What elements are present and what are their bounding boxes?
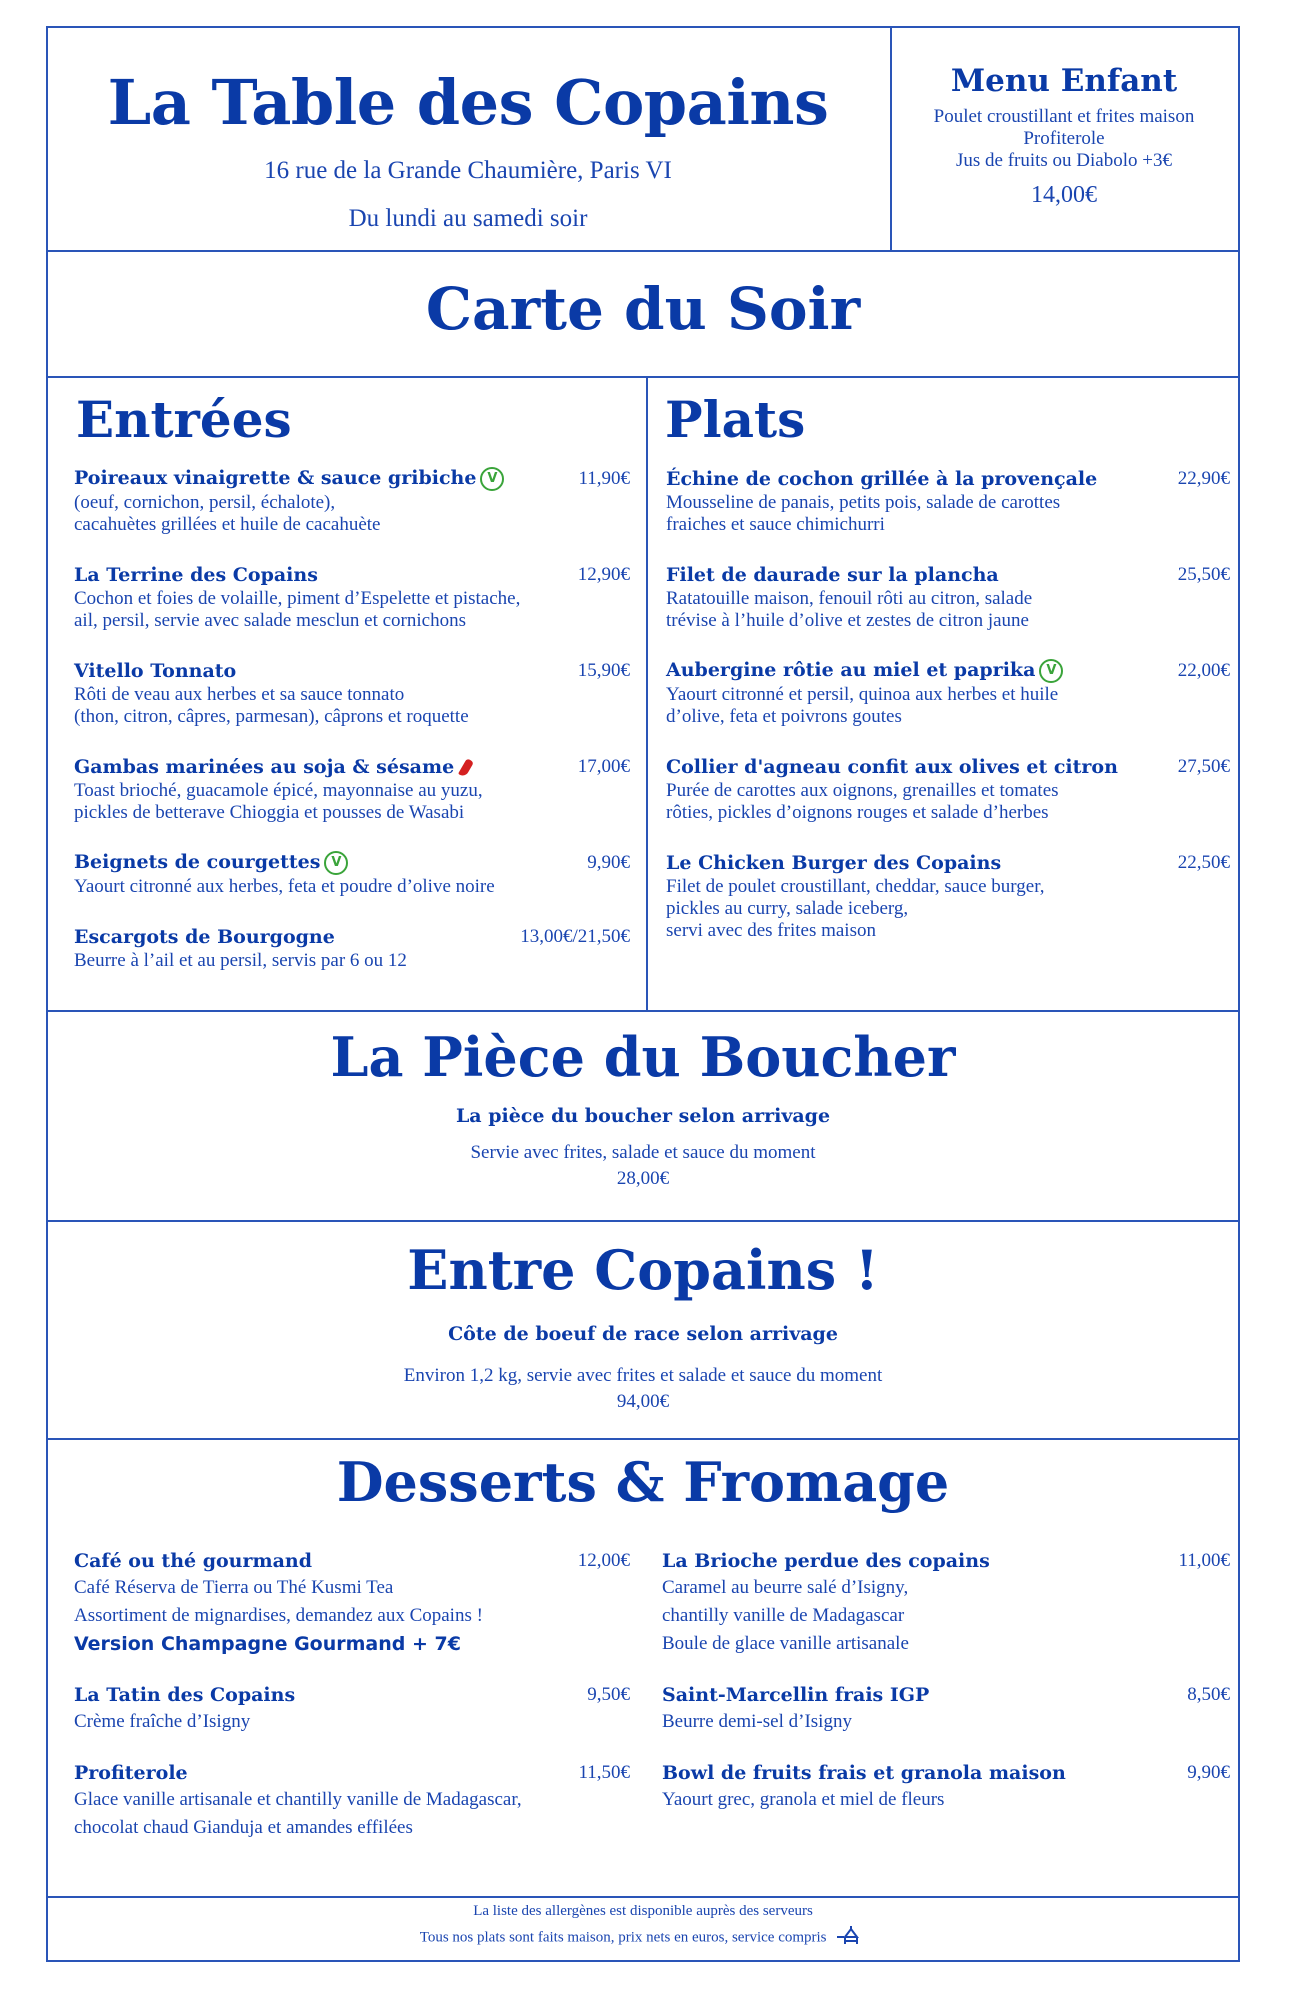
dish-description: Beurre demi-sel d’Isigny — [662, 1711, 852, 1732]
dish-name: Saint-Marcellin frais IGP — [662, 1684, 930, 1706]
footer-notice: Tous nos plats sont faits maison, prix nets en euros, service compris — [419, 1929, 827, 1946]
menu-item — [74, 754, 630, 824]
menu-item — [666, 466, 1230, 536]
menu-item — [666, 562, 1230, 632]
dish-price: 22,90€ — [1177, 468, 1230, 489]
dish-description: Ratatouille maison, fenouil rôti au citron, salade — [666, 588, 1033, 609]
footer-notice-row — [46, 1923, 1240, 1953]
plats-list — [666, 466, 1230, 968]
dish-name: Café ou thé gourmand — [74, 1550, 313, 1572]
kids-menu-line: Profiterole — [1023, 128, 1105, 149]
cloche-icon — [836, 1923, 866, 1953]
dish-price: 22,50€ — [1177, 852, 1230, 873]
menu-item — [74, 1682, 630, 1736]
vegetarian-icon: V — [1039, 659, 1063, 683]
menu-item — [662, 1548, 1230, 1658]
divider — [48, 250, 1238, 252]
copains-price: 94,00€ — [616, 1391, 670, 1412]
dish-description: Mousseline de panais, petits pois, salade de carottes — [666, 492, 1061, 513]
dish-name: Bowl de fruits frais et granola maison — [662, 1762, 1066, 1784]
vegetarian-icon: V — [324, 851, 348, 875]
dish-description: Beurre à l’ail et au persil, servis par 6 ou 12 — [74, 950, 407, 971]
dish-description: pickles au curry, salade iceberg, — [666, 898, 909, 919]
dish-price: 12,00€ — [577, 1550, 630, 1571]
menu-item — [74, 658, 630, 728]
kids-menu-price: 14,00€ — [1031, 182, 1097, 208]
dish-description: chocolat chaud Gianduja et amandes effilées — [74, 1817, 413, 1838]
dish-description: Yaourt citronné et persil, quinoa aux herbes et huile — [666, 684, 1059, 705]
dish-description: Boule de glace vanille artisanale — [662, 1633, 909, 1654]
kids-menu — [890, 62, 1238, 206]
dish-price: 11,50€ — [578, 1762, 630, 1783]
menu-item — [74, 850, 630, 898]
divider — [646, 376, 648, 1010]
dish-description: Caramel au beurre salé d’Isigny, — [662, 1577, 909, 1598]
dish-price: 27,50€ — [1177, 756, 1230, 777]
dish-name: Échine de cochon grillée à la provençale — [666, 468, 1098, 490]
dish-price: 8,50€ — [1187, 1684, 1230, 1705]
dish-price: 15,90€ — [577, 660, 630, 681]
dish-description: fraiches et sauce chimichurri — [666, 514, 885, 535]
footer-allergens: La liste des allergènes est disponible auprès des serveurs — [473, 1903, 813, 1919]
dish-name: La Brioche perdue des copains — [662, 1550, 990, 1572]
divider — [48, 1896, 1238, 1898]
dish-extra: Version Champagne Gourmand + 7€ — [74, 1633, 461, 1655]
divider — [48, 1220, 1238, 1222]
dish-description: ail, persil, servie avec salade mesclun et cornichons — [74, 610, 466, 631]
menu-item — [666, 754, 1230, 824]
menu-item — [662, 1760, 1230, 1814]
restaurant-address: 16 rue de la Grande Chaumière, Paris VI — [264, 157, 672, 184]
dish-name: Gambas marinées au soja & sésame — [74, 756, 455, 778]
menu-item — [666, 658, 1230, 728]
dish-name: Filet de daurade sur la plancha — [666, 564, 999, 586]
desserts-title: Desserts & Fromage — [336, 1450, 950, 1514]
dish-price: 13,00€/21,50€ — [520, 926, 630, 947]
vegetarian-icon: V — [480, 467, 504, 491]
menu-item — [666, 850, 1230, 942]
dish-name: Le Chicken Burger des Copains — [666, 852, 1002, 874]
kids-menu-line: Poulet croustillant et frites maison — [933, 106, 1195, 127]
dish-price: 9,90€ — [1187, 1762, 1230, 1783]
dish-description: Filet de poulet croustillant, cheddar, sauce burger, — [666, 876, 1045, 897]
copains-dish: Côte de boeuf de race selon arrivage — [448, 1323, 838, 1345]
dish-description: Toast brioché, guacamole épicé, mayonnaise au yuzu, — [74, 780, 483, 801]
dish-price: 22,00€ — [1177, 660, 1230, 681]
dish-description: Yaourt grec, granola et miel de fleurs — [662, 1789, 945, 1810]
desserts-right-list — [662, 1548, 1230, 1838]
dish-description: (oeuf, cornichon, persil, échalote), — [74, 492, 336, 513]
dish-description: Crème fraîche d’Isigny — [74, 1711, 251, 1732]
menu-item — [74, 1548, 630, 1658]
dish-description: Rôti de veau aux herbes et sa sauce tonnato — [74, 684, 405, 705]
dish-name: Aubergine rôtie au miel et paprika — [666, 659, 1036, 681]
dish-description: Café Réserva de Tierra ou Thé Kusmi Tea — [74, 1577, 394, 1598]
divider — [48, 376, 1238, 378]
dish-name: Collier d'agneau confit aux olives et citron — [666, 756, 1118, 778]
divider — [48, 1010, 1238, 1012]
menu-item — [74, 924, 630, 972]
dish-description: rôties, pickles d’oignons rouges et salade d’herbes — [666, 802, 1049, 823]
entrees-list — [74, 466, 630, 998]
dish-price: 25,50€ — [1177, 564, 1230, 585]
dish-price: 9,90€ — [587, 852, 630, 873]
dish-name: Beignets de courgettes — [74, 851, 321, 873]
plats-title: Plats — [665, 390, 806, 449]
opening-hours: Du lundi au samedi soir — [348, 205, 588, 232]
dish-name: Poireaux vinaigrette & sauce gribiche — [74, 467, 477, 489]
footer — [46, 1900, 1240, 1953]
kids-menu-title: Menu Enfant — [950, 63, 1178, 99]
entrees-title: Entrées — [76, 390, 292, 449]
dish-description: cacahuètes grillées et huile de cacahuète — [74, 514, 381, 535]
copains-title: Entre Copains ! — [407, 1238, 879, 1302]
desserts-left-list — [74, 1548, 630, 1866]
dish-description: trévise à l’huile d’olive et zestes de citron jaune — [666, 610, 1029, 631]
dish-name: La Terrine des Copains — [74, 564, 318, 586]
boucher-dish: La pièce du boucher selon arrivage — [455, 1105, 831, 1127]
menu-item — [74, 1760, 630, 1842]
dish-description: Yaourt citronné aux herbes, feta et poudre d’olive noire — [74, 876, 495, 897]
dish-name: La Tatin des Copains — [74, 1684, 296, 1706]
dish-name: Vitello Tonnato — [74, 660, 237, 682]
dish-price: 12,90€ — [577, 564, 630, 585]
menu-item — [74, 562, 630, 632]
dish-name: Profiterole — [74, 1762, 188, 1784]
dish-description: servi avec des frites maison — [666, 920, 876, 941]
dish-name: Escargots de Bourgogne — [74, 926, 335, 948]
restaurant-name: La Table des Copains — [107, 66, 829, 139]
menu-item — [74, 466, 630, 536]
dish-description: Cochon et foies de volaille, piment d’Espelette et pistache, — [74, 588, 521, 609]
dish-description: pickles de betterave Chioggia et pousses de Wasabi — [74, 802, 465, 823]
boucher-title: La Pièce du Boucher — [330, 1025, 956, 1089]
dish-price: 11,00€ — [1178, 1550, 1230, 1571]
dish-price: 17,00€ — [577, 756, 630, 777]
divider — [48, 1438, 1238, 1440]
copains-desc: Environ 1,2 kg, servie avec frites et salade et sauce du moment — [403, 1365, 883, 1386]
dish-description: Assortiment de mignardises, demandez aux Copains ! — [74, 1605, 483, 1626]
kids-menu-line: Jus de fruits ou Diabolo +3€ — [955, 150, 1172, 171]
dish-description: chantilly vanille de Madagascar — [662, 1605, 905, 1626]
dish-description: Purée de carottes aux oignons, grenailles et tomates — [666, 780, 1059, 801]
boucher-price: 28,00€ — [616, 1168, 670, 1189]
dish-description: d’olive, feta et poivrons goutes — [666, 706, 902, 727]
dish-price: 11,90€ — [578, 468, 630, 489]
dish-description: (thon, citron, câpres, parmesan), câprons et roquette — [74, 706, 469, 727]
boucher-desc: Servie avec frites, salade et sauce du moment — [470, 1142, 816, 1163]
chili-icon — [458, 758, 474, 778]
menu-item — [662, 1682, 1230, 1736]
dish-price: 9,50€ — [587, 1684, 630, 1705]
dish-description: Glace vanille artisanale et chantilly vanille de Madagascar, — [74, 1789, 522, 1810]
carte-title: Carte du Soir — [425, 275, 861, 343]
